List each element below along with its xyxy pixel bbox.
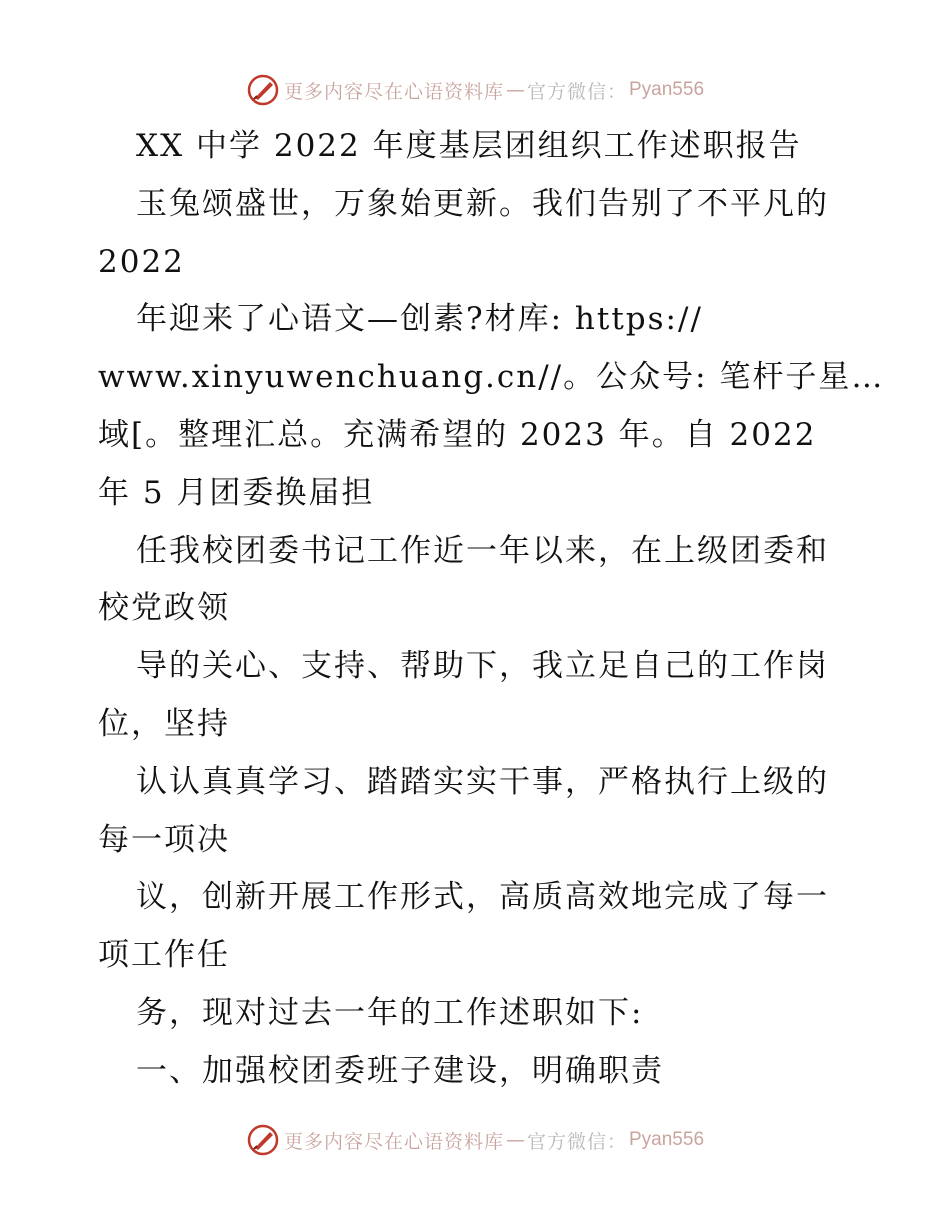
- banner-separator: —: [505, 79, 525, 101]
- text-line: 2022: [98, 243, 185, 280]
- document-body: [98, 118, 885, 1101]
- text-line: 导的关心、支持、帮助下，我立足自己的工作岗: [136, 648, 829, 685]
- banner-wechat-id: Pyan556: [629, 79, 705, 100]
- quill-logo-icon: [246, 1123, 280, 1157]
- text-line: 年 5 月团委换届担: [98, 474, 375, 511]
- text-line: 议，创新开展工作形式，高质高效地完成了每一: [136, 879, 829, 916]
- text-line: 每一项决: [98, 821, 230, 858]
- text-line: 务，现对过去一年的工作述职如下:: [136, 994, 644, 1031]
- banner-wechat-label: 官方微信：: [526, 1130, 627, 1153]
- document-title: XX 中学 2022 年度基层团组织工作述职报告: [136, 128, 802, 164]
- banner-wechat-label: 官方微信：: [526, 80, 627, 103]
- text-line: 校党政领: [98, 590, 230, 627]
- quill-logo-icon: [246, 73, 280, 107]
- section-heading: 一、加强校团委班子建设，明确职责: [136, 1052, 664, 1089]
- text-line: 任我校团委书记工作近一年以来，在上级团委和: [136, 532, 829, 569]
- banner-main-text: 更多内容尽在心语资料库: [283, 1130, 504, 1153]
- text-line: 域[。整理汇总。充满希望的 2023 年。自 2022: [98, 416, 817, 453]
- footer-banner: [0, 1120, 950, 1160]
- text-line: www.xinyuwenchuang.cn//。公众号: 笔杆子星…: [98, 359, 885, 396]
- banner-separator: —: [505, 1129, 525, 1151]
- text-line: 认认真真学习、踏踏实实干事，严格执行上级的: [136, 763, 829, 800]
- text-line: 年迎来了心语文—创素?材库: https://: [136, 301, 703, 338]
- banner-main-text: 更多内容尽在心语资料库: [283, 80, 504, 103]
- banner-wechat-id: Pyan556: [629, 1129, 705, 1150]
- text-line: 玉兔颂盛世，万象始更新。我们告别了不平凡的: [136, 185, 829, 222]
- text-line: 项工作任: [98, 937, 230, 974]
- header-banner: [0, 70, 950, 110]
- text-line: 位，坚持: [98, 705, 230, 742]
